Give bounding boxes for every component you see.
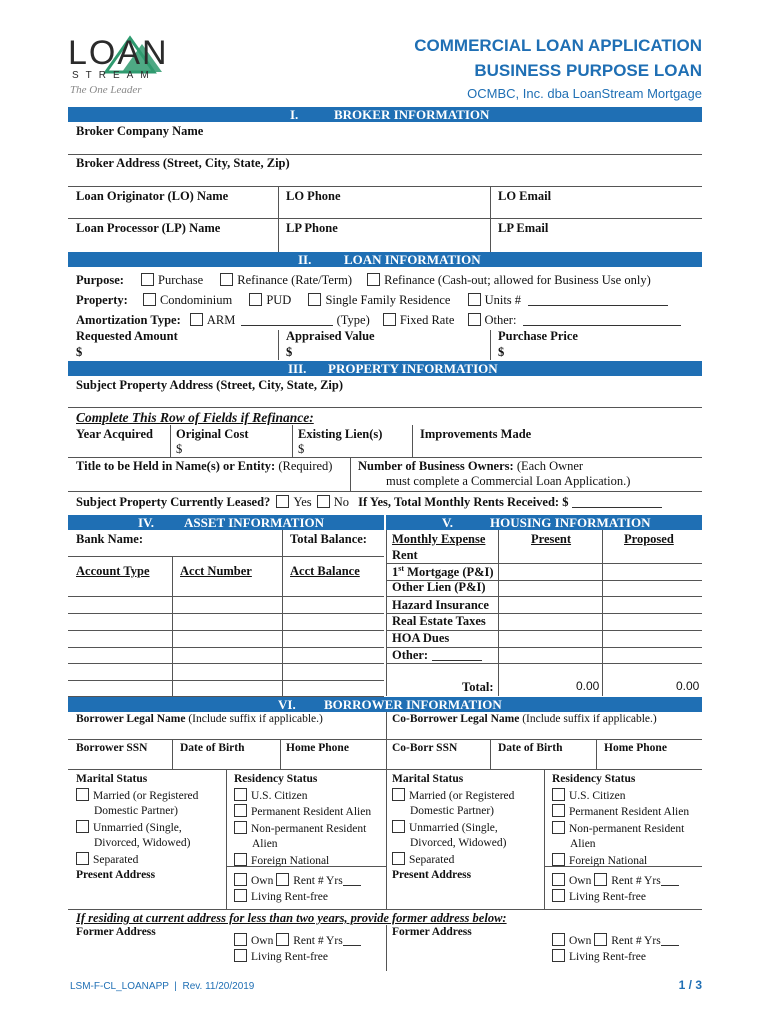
fixed-rate-checkbox[interactable]: [383, 313, 396, 326]
refi-rate-term-label: Refinance (Rate/Term): [237, 273, 352, 287]
section-number: VI.: [278, 697, 296, 712]
subject-address-label: Subject Property Address (Street, City, State, Zip): [76, 378, 343, 392]
leased-yes-label: Yes: [293, 495, 312, 509]
units-checkbox[interactable]: [468, 293, 481, 306]
section-number: I.: [290, 107, 299, 122]
lo-name-label: Loan Originator (LO) Name: [76, 189, 229, 203]
coborrower-perm-resident-checkbox[interactable]: [552, 804, 565, 817]
coborrower-residency-block: Residency Status U.S. Citizen Permanent Resident Alien Non-permanent Resident Alien Foreign National: [552, 773, 690, 867]
property-row: [76, 293, 668, 308]
borrower-foreign-checkbox[interactable]: [234, 853, 247, 866]
logo-tagline: The One Leader: [70, 84, 142, 96]
coborrower-former-own-checkbox[interactable]: [552, 933, 565, 946]
refi-cashout-checkbox[interactable]: [367, 273, 380, 286]
borrower-married-checkbox[interactable]: [76, 788, 89, 801]
sfr-label: Single Family Residence: [325, 293, 451, 307]
housing-row-hoa: HOA Dues: [392, 631, 450, 645]
coborrower-rentfree-checkbox[interactable]: [552, 889, 565, 902]
proposed-header: Proposed: [624, 532, 674, 546]
num-owners-label: Number of Business Owners:: [358, 459, 514, 473]
arm-checkbox[interactable]: [190, 313, 203, 326]
coborrower-phone-label: Home Phone: [604, 742, 667, 754]
section-housing-header: [386, 515, 702, 530]
coborrower-own-checkbox[interactable]: [552, 873, 565, 886]
borrower-citizen-checkbox[interactable]: [234, 788, 247, 801]
original-cost-field[interactable]: $: [176, 442, 183, 456]
improvements-label: Improvements Made: [420, 427, 532, 441]
arm-type-field[interactable]: [241, 325, 333, 326]
lo-phone-label: LO Phone: [286, 189, 341, 203]
borrower-former-rent-checkbox[interactable]: [276, 933, 289, 946]
purchase-checkbox[interactable]: [141, 273, 154, 286]
units-label: Units #: [484, 293, 522, 307]
coborrower-former-rent-checkbox[interactable]: [594, 933, 607, 946]
section-title: BROKER INFORMATION: [334, 107, 490, 122]
arm-type-label: (Type): [336, 313, 370, 327]
existing-liens-field[interactable]: $: [298, 442, 305, 456]
title-held-label: Title to be Held in Name(s) or Entity:: [76, 459, 276, 473]
broker-company-label: Broker Company Name: [76, 124, 204, 138]
bank-name-label: Bank Name:: [76, 532, 144, 546]
residency-status-label: Residency Status: [234, 773, 318, 785]
account-balance-header: Acct Balance: [290, 564, 360, 578]
borrower-nonperm-checkbox[interactable]: [234, 821, 247, 834]
coborrower-housing-block: Own Rent # Yrs Living Rent-free: [552, 873, 679, 905]
section-title: BORROWER INFORMATION: [324, 697, 502, 712]
account-number-header: Acct Number: [180, 564, 252, 578]
requested-amount-label: Requested Amount: [76, 329, 178, 343]
arm-label: ARM: [206, 313, 236, 327]
leased-label: Subject Property Currently Leased?: [76, 495, 271, 509]
borrower-former-housing-block: Own Rent # Yrs Living Rent-free: [234, 933, 361, 965]
housing-row-hazard: Hazard Insurance: [392, 598, 489, 612]
coborrower-years-field[interactable]: [661, 885, 679, 886]
company-logo: [62, 30, 192, 102]
section-title: LOAN INFORMATION: [344, 252, 481, 267]
other-amort-field[interactable]: [523, 325, 681, 326]
condo-checkbox[interactable]: [143, 293, 156, 306]
pud-label: PUD: [266, 293, 292, 307]
section-asset-header: [68, 515, 384, 530]
title-held-required: (Required): [278, 459, 333, 473]
lp-phone-label: LP Phone: [286, 221, 338, 235]
housing-row-other-lien: Other Lien (P&I): [392, 580, 486, 594]
borrower-years-field[interactable]: [343, 885, 361, 886]
borrower-former-rentfree-checkbox[interactable]: [234, 949, 247, 962]
purchase-price-label: Purchase Price: [498, 329, 578, 343]
coborrower-present-address-label: Present Address: [392, 869, 472, 881]
borrower-status-block: Marital Status Married (or Registered Domestic Partner) Unmarried (Single, Divorced, Widowed) Separated Present Address: [76, 772, 198, 884]
coborrower-former-address-label: Former Address: [392, 926, 472, 938]
coborrower-former-years-field[interactable]: [661, 945, 679, 946]
logo-word-stream: STREAM: [72, 70, 156, 81]
form-id: LSM-F-CL_LOANAPP | Rev. 11/20/2019: [70, 981, 255, 992]
borrower-dob-label: Date of Birth: [180, 742, 245, 754]
housing-row-other: Other:: [392, 648, 482, 663]
borrower-own-checkbox[interactable]: [234, 873, 247, 886]
section-property-header: [68, 361, 702, 376]
purchase-price-field[interactable]: $: [498, 345, 505, 359]
borrower-rentfree-checkbox[interactable]: [234, 889, 247, 902]
coborrower-citizen-checkbox[interactable]: [552, 788, 565, 801]
property-label: Property:: [76, 293, 128, 307]
borrower-residency-block: Residency Status U.S. Citizen Permanent Resident Alien Non-permanent Resident Alien Foreign National: [234, 773, 372, 867]
appraised-value-field[interactable]: $: [286, 345, 293, 359]
monthly-rents-field[interactable]: [572, 507, 662, 508]
requested-amount-field[interactable]: $: [76, 345, 83, 359]
section-loan-header: [68, 252, 702, 267]
borrower-former-address-label: Former Address: [76, 926, 156, 938]
owner-note-line2: must complete a Commercial Loan Application.): [386, 474, 631, 488]
coborrower-nonperm-checkbox[interactable]: [552, 821, 565, 834]
housing-row-first-mortgage: 1st Mortgage (P&I): [392, 564, 494, 580]
borrower-present-address-label: Present Address: [76, 869, 156, 881]
total-balance-label: Total Balance:: [290, 532, 367, 546]
borrower-ssn-label: Borrower SSN: [76, 742, 148, 754]
marital-status-label: Marital Status: [392, 773, 464, 785]
original-cost-label: Original Cost: [176, 427, 249, 441]
owners-row: [358, 459, 583, 474]
coborrower-former-housing-block: Own Rent # Yrs Living Rent-free: [552, 933, 679, 965]
coborrower-rent-checkbox[interactable]: [594, 873, 607, 886]
lp-email-label: LP Email: [498, 221, 549, 235]
marital-status-label: Marital Status: [76, 773, 148, 785]
coborrower-married-checkbox[interactable]: [392, 788, 405, 801]
lp-name-label: Loan Processor (LP) Name: [76, 221, 221, 235]
coborrower-dob-label: Date of Birth: [498, 742, 563, 754]
former-address-note: If residing at current address for less than two years, provide former address below:: [76, 911, 507, 925]
purpose-row: [76, 273, 651, 288]
section-number: V.: [442, 515, 453, 530]
section-number: II.: [298, 252, 312, 267]
housing-row-taxes: Real Estate Taxes: [392, 614, 486, 628]
purchase-label: Purchase: [158, 273, 204, 287]
logo-word-loan: LOAN: [68, 34, 169, 72]
year-acquired-label: Year Acquired: [76, 427, 153, 441]
monthly-rents-label: If Yes, Total Monthly Rents Received: $: [358, 495, 569, 509]
coborrower-unmarried-checkbox[interactable]: [392, 820, 405, 833]
section-title: PROPERTY INFORMATION: [328, 361, 498, 376]
borrower-former-own-checkbox[interactable]: [234, 933, 247, 946]
section-broker-header: [68, 107, 702, 122]
lender-subtitle: OCMBC, Inc. dba LoanStream Mortgage: [467, 86, 702, 101]
leased-no-checkbox[interactable]: [317, 495, 330, 508]
condo-label: Condominium: [159, 293, 233, 307]
proposed-total-value[interactable]: 0.00: [676, 679, 700, 693]
lo-email-label: LO Email: [498, 189, 552, 203]
housing-other-field[interactable]: [432, 660, 482, 661]
owner-note: (Each Owner: [516, 459, 584, 473]
present-header: Present: [531, 532, 572, 546]
borrower-legal-row: Borrower Legal Name (Include suffix if applicable.): [76, 713, 323, 725]
monthly-expense-header: Monthly Expense: [392, 532, 486, 546]
borrower-rent-checkbox[interactable]: [276, 873, 289, 886]
account-type-header: Account Type: [76, 564, 150, 578]
page-number: 1 / 3: [678, 978, 702, 992]
coborrower-ssn-label: Co-Borr SSN: [392, 742, 458, 754]
appraised-value-label: Appraised Value: [286, 329, 375, 343]
section-borrower-header: [68, 697, 702, 712]
borrower-former-years-field[interactable]: [343, 945, 361, 946]
other-amort-checkbox[interactable]: [468, 313, 481, 326]
other-amort-label: Other:: [484, 313, 517, 327]
coborrower-separated-checkbox[interactable]: [392, 852, 405, 865]
refi-cashout-label: Refinance (Cash-out; allowed for Business Use only): [384, 273, 651, 287]
borrower-perm-resident-checkbox[interactable]: [234, 804, 247, 817]
borrower-housing-block: Own Rent # Yrs Living Rent-free: [234, 873, 361, 905]
refi-rate-term-checkbox[interactable]: [220, 273, 233, 286]
coborrower-former-rentfree-checkbox[interactable]: [552, 949, 565, 962]
section-title: HOUSING INFORMATION: [490, 515, 651, 530]
borrower-separated-checkbox[interactable]: [76, 852, 89, 865]
amortization-row: [76, 313, 681, 328]
leased-row: [76, 495, 662, 510]
form-title-line2: BUSINESS PURPOSE LOAN: [474, 61, 702, 80]
amortization-label: Amortization Type:: [76, 313, 181, 327]
fixed-rate-label: Fixed Rate: [399, 313, 455, 327]
units-field[interactable]: [528, 305, 668, 306]
sfr-checkbox[interactable]: [308, 293, 321, 306]
housing-total-label: Total:: [462, 680, 494, 694]
section-number: IV.: [138, 515, 155, 530]
title-held-row: [76, 459, 332, 474]
present-total-value[interactable]: 0.00: [576, 679, 600, 693]
pud-checkbox[interactable]: [249, 293, 262, 306]
broker-address-label: Broker Address (Street, City, State, Zip): [76, 156, 290, 170]
coborrower-legal-row: Co-Borrower Legal Name (Include suffix if applicable.): [392, 713, 657, 725]
leased-no-label: No: [333, 495, 350, 509]
residency-status-label: Residency Status: [552, 773, 636, 785]
rent-row-label: Rent: [392, 548, 418, 562]
coborrower-foreign-checkbox[interactable]: [552, 853, 565, 866]
form-title-line1: COMMERCIAL LOAN APPLICATION: [414, 36, 702, 55]
section-number: III.: [288, 361, 307, 376]
coborrower-status-block: Marital Status Married (or Registered Domestic Partner) Unmarried (Single, Divorced, Widowed) Separated Present Address: [392, 772, 514, 884]
purpose-label: Purpose:: [76, 273, 124, 287]
borrower-phone-label: Home Phone: [286, 742, 349, 754]
refi-row-note: Complete This Row of Fields if Refinance:: [76, 410, 314, 425]
borrower-unmarried-checkbox[interactable]: [76, 820, 89, 833]
existing-liens-label: Existing Lien(s): [298, 427, 383, 441]
leased-yes-checkbox[interactable]: [276, 495, 289, 508]
section-title: ASSET INFORMATION: [184, 515, 325, 530]
